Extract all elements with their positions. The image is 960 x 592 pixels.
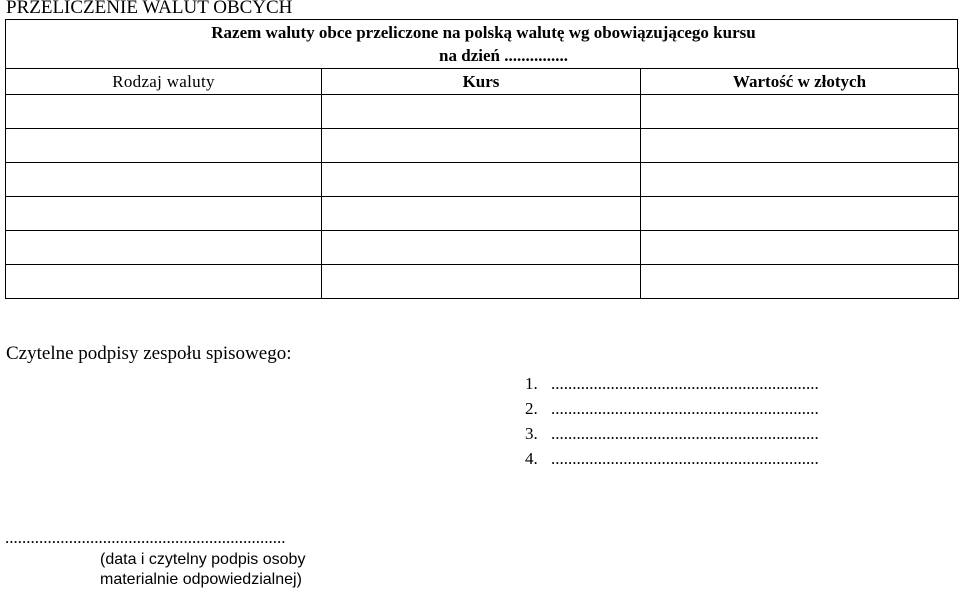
signature-number: 3.	[525, 424, 538, 443]
signature-line-4[interactable]	[525, 446, 819, 471]
signature-dots: ...............................................................	[551, 399, 819, 418]
signature-number: 1.	[525, 374, 538, 393]
table-cell[interactable]	[641, 163, 959, 197]
table-cell[interactable]	[641, 231, 959, 265]
table-row	[6, 197, 959, 231]
table-cell[interactable]	[6, 129, 322, 163]
table-row	[6, 231, 959, 265]
signature-number: 2.	[525, 399, 538, 418]
table-cell[interactable]	[322, 129, 641, 163]
table-cell[interactable]	[6, 95, 322, 129]
caption-line-2: materialnie odpowiedzialnej)	[100, 571, 302, 588]
table-cell[interactable]	[6, 231, 322, 265]
table-cell[interactable]	[322, 197, 641, 231]
caption-line-1: (data i czytelny podpis osoby	[100, 551, 306, 568]
currency-table	[5, 68, 959, 299]
column-header-currency-type: Rodzaj waluty	[6, 69, 322, 95]
responsible-signature-caption	[100, 550, 305, 590]
table-cell[interactable]	[322, 95, 641, 129]
table-row	[6, 265, 959, 299]
table-cell[interactable]	[6, 265, 322, 299]
date-heading: na dzień ...............	[439, 46, 568, 65]
conversion-heading: Razem waluty obce przeliczone na polską walutę wg obowiązującego kursu	[211, 23, 756, 42]
table-cell[interactable]	[641, 197, 959, 231]
signature-list	[525, 371, 819, 471]
signature-line-2[interactable]	[525, 396, 819, 421]
signature-dots: ...............................................................	[551, 449, 819, 468]
table-row	[6, 95, 959, 129]
signature-line-1[interactable]	[525, 371, 819, 396]
table-cell[interactable]	[6, 163, 322, 197]
table-row	[6, 129, 959, 163]
signature-number: 4.	[525, 449, 538, 468]
table-cell[interactable]	[641, 265, 959, 299]
table-row	[6, 163, 959, 197]
table-cell[interactable]	[322, 265, 641, 299]
table-header-row	[6, 69, 959, 95]
signatures-label: Czytelne podpisy zespołu spisowego:	[6, 343, 292, 364]
document-title: PRZELICZENIE WALUT OBCYCH	[6, 0, 293, 18]
table-cell[interactable]	[641, 95, 959, 129]
signature-dots: ...............................................................	[551, 374, 819, 393]
table-cell[interactable]	[322, 231, 641, 265]
table-header-box	[5, 19, 958, 69]
column-header-rate: Kurs	[322, 69, 641, 95]
table-cell[interactable]	[6, 197, 322, 231]
signature-line-3[interactable]	[525, 421, 819, 446]
table-cell[interactable]	[322, 163, 641, 197]
responsible-signature-line[interactable]: ..................................................................	[5, 528, 286, 547]
signature-dots: ...............................................................	[551, 424, 819, 443]
table-cell[interactable]	[641, 129, 959, 163]
column-header-value-pln: Wartość w złotych	[641, 69, 959, 95]
